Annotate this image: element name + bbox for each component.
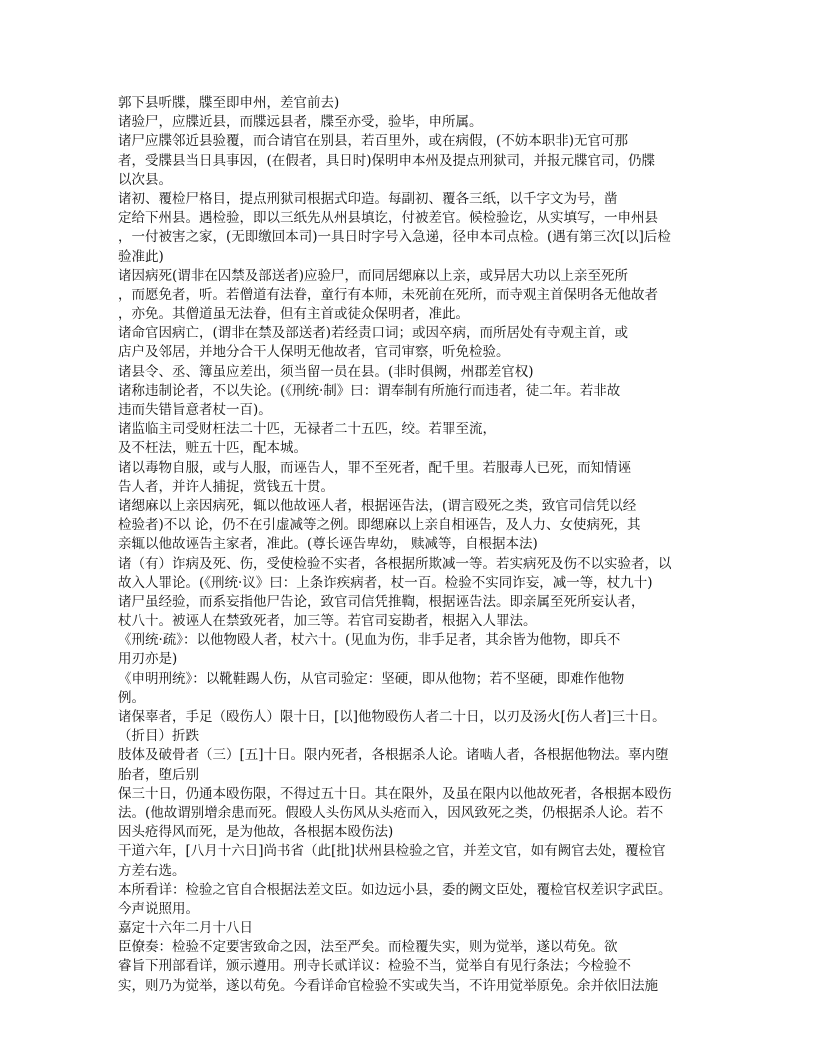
text-line: 例。 bbox=[118, 689, 145, 706]
text-line: 验准此) bbox=[118, 248, 164, 265]
text-line: 郭下县听牒，牒至即申州，差官前去) bbox=[118, 95, 340, 111]
text-line: 以次县。 bbox=[118, 171, 172, 188]
text-line: 诸以毒物自服，或与人服，而诬告人，罪不至死者，配千里。若服毒人已死，而知情诬 bbox=[118, 459, 631, 476]
text-line: 今声说照用。 bbox=[118, 900, 199, 917]
text-line: 亲辄以他故诬告主家者，准此。(尊长诬告卑幼， 赎减等，自根据本法) bbox=[118, 536, 538, 553]
text-line: 告人者，并许人捕捉，赏钱五十贯。 bbox=[118, 478, 334, 495]
text-line: 《刑统·疏》：以他物殴人者，杖六十。(见血为伤，非手足者，其余皆为他物，即兵不 bbox=[118, 632, 621, 649]
text-line: 诸保辜者，手足（殴伤人）限十日，[以]他物殴伤人者二十日，以刃及汤火[伤人者]三十日。 bbox=[118, 709, 666, 725]
text-line: 诸尸虽经验，而系妄指他尸告论，致官司信凭推鞫，根据诬告法。即亲属至死所妄认者， bbox=[118, 593, 645, 610]
text-line: 诸（有）诈病及死、伤，受使检验不实者，各根据所欺减一等。若实病死及伤不以实验者，以 bbox=[118, 555, 672, 572]
text-line: 臣僚奏：检验不定要害致命之因，法至严矣。而检覆失实，则为觉举，遂以苟免。欲 bbox=[118, 939, 618, 956]
text-line: 因头疮得风而死，是为他故，各根据本殴伤法) bbox=[118, 824, 394, 841]
text-line: 实，则乃为觉举，遂以苟免。今看详命官检验不实或失当，不许用觉举原免。余并依旧法施 bbox=[118, 977, 658, 994]
document-body bbox=[118, 94, 698, 996]
text-line: 肢体及破骨者（三）[五]十日。限内死者，各根据杀人论。诸啮人者，各根据他物法。辜内堕 bbox=[118, 747, 669, 764]
text-line: 故入人罪论。(《刑统·议》曰：上条诈疾病者，杖一百。检验不实同诈妄，减一等，杖九十) bbox=[118, 574, 653, 591]
text-line: 干道六年，[八月十六日]尚书省（此[批]状州县检验之官，并差文官，如有阙官去处，覆检官 bbox=[118, 843, 666, 860]
text-line: 胎者，堕后别 bbox=[118, 766, 199, 783]
text-line: 《申明刑统》：以靴鞋踢人伤，从官司验定：坚硬，即从他物；若不坚硬，即难作他物 bbox=[118, 670, 625, 687]
text-line: 诸称违制论者，不以失论。(《刑统·制》曰：谓奉制有所施行而违者，徒二年。若非故 bbox=[118, 382, 621, 399]
text-line: ，而愿免者，听。若僧道有法眷，童行有本师，未死前在死所，而寺观主首保明各无他故者 bbox=[118, 286, 658, 303]
text-line: 诸因病死(谓非在囚禁及部送者)应验尸，而同居缌麻以上亲，或异居大功以上亲至死所 bbox=[118, 267, 629, 284]
text-line: 诸尸应牒邻近县验覆，而合请官在别县，若百里外，或在病假，(不妨本职非)无官可那 bbox=[118, 133, 629, 150]
text-line: ，一付被害之家，(无即缴回本司)一具日时字号入急递，径申本司点检。(遇有第三次[以]后检 bbox=[118, 229, 671, 246]
text-line: 方差右选。 bbox=[118, 862, 186, 879]
text-line: 诸初、覆检尸格目，提点刑狱司根据式印造。每副初、覆各三纸，以千字文为号，凿 bbox=[118, 190, 618, 207]
text-line: 者，受牒县当日具事因，(在假者，具日时)保明申本州及提点刑狱司，并报元牒官司，仍牒 bbox=[118, 152, 656, 169]
text-line: 定给下州县。遇检验，即以三纸先从州县填讫，付被差官。候检验讫，从实填写，一申州县 bbox=[118, 210, 658, 227]
text-line: 睿旨下刑部看详，颁示遵用。刑寺长贰详议：检验不当，觉举自有见行条法；今检验不 bbox=[118, 958, 631, 975]
text-line: 杖八十。被诬人在禁致死者，加三等。若官司妄勘者，根据入人罪法。 bbox=[118, 613, 537, 630]
text-line: 诸命官因病亡，(谓非在禁及部送者)若经责口词；或因卒病，而所居处有寺观主首，或 bbox=[118, 325, 629, 342]
text-line: 诸缌麻以上亲因病死，辄以他故诬人者，根据诬告法，(谓言殴死之类，致官司信凭以经 bbox=[118, 497, 637, 514]
text-line: 检验者)不以 论，仍不在引虚减等之例。即缌麻以上亲自相诬告，及人力、女使病死，其 bbox=[118, 517, 641, 534]
text-line: （折目）折跌 bbox=[118, 728, 199, 745]
text-line: 本所看详：检验之官自合根据法差文臣。如边远小县，委的阙文臣处，覆检官权差识字武臣。 bbox=[118, 881, 672, 898]
text-line: 诸监临主司受财枉法二十匹，无禄者二十五匹，绞。若罪至流， bbox=[118, 421, 496, 438]
text-line: 诸验尸，应牒近县，而牒远县者，牒至亦受，验毕，申所属。 bbox=[118, 114, 483, 131]
text-line: 诸县令、丞、簿虽应差出，须当留一员在县。(非时俱阙，州郡差官权) bbox=[118, 363, 534, 380]
text-line: ，亦免。其僧道虽无法眷，但有主首或徒众保明者，准此。 bbox=[118, 306, 469, 323]
text-line: 法。(他故谓别增余患而死。假殴人头伤风从头疮而入，因风致死之类，仍根据杀人论。若不 bbox=[118, 804, 664, 821]
text-line: 违而失错旨意者杖一百)。 bbox=[118, 402, 272, 418]
text-line: 嘉定十六年二月十八日 bbox=[118, 920, 253, 937]
text-line: 保三十日，仍通本殴伤限，不得过五十日。其在限外，及虽在限内以他故死者，各根据本殴伤 bbox=[118, 785, 672, 802]
text-line: 店户及邻居，并地分合干人保明无他故者，官司审察，听免检验。 bbox=[118, 344, 510, 361]
text-line: 及不枉法，赃五十匹，配本城。 bbox=[118, 440, 307, 457]
text-line: 用刃亦是) bbox=[118, 651, 178, 668]
